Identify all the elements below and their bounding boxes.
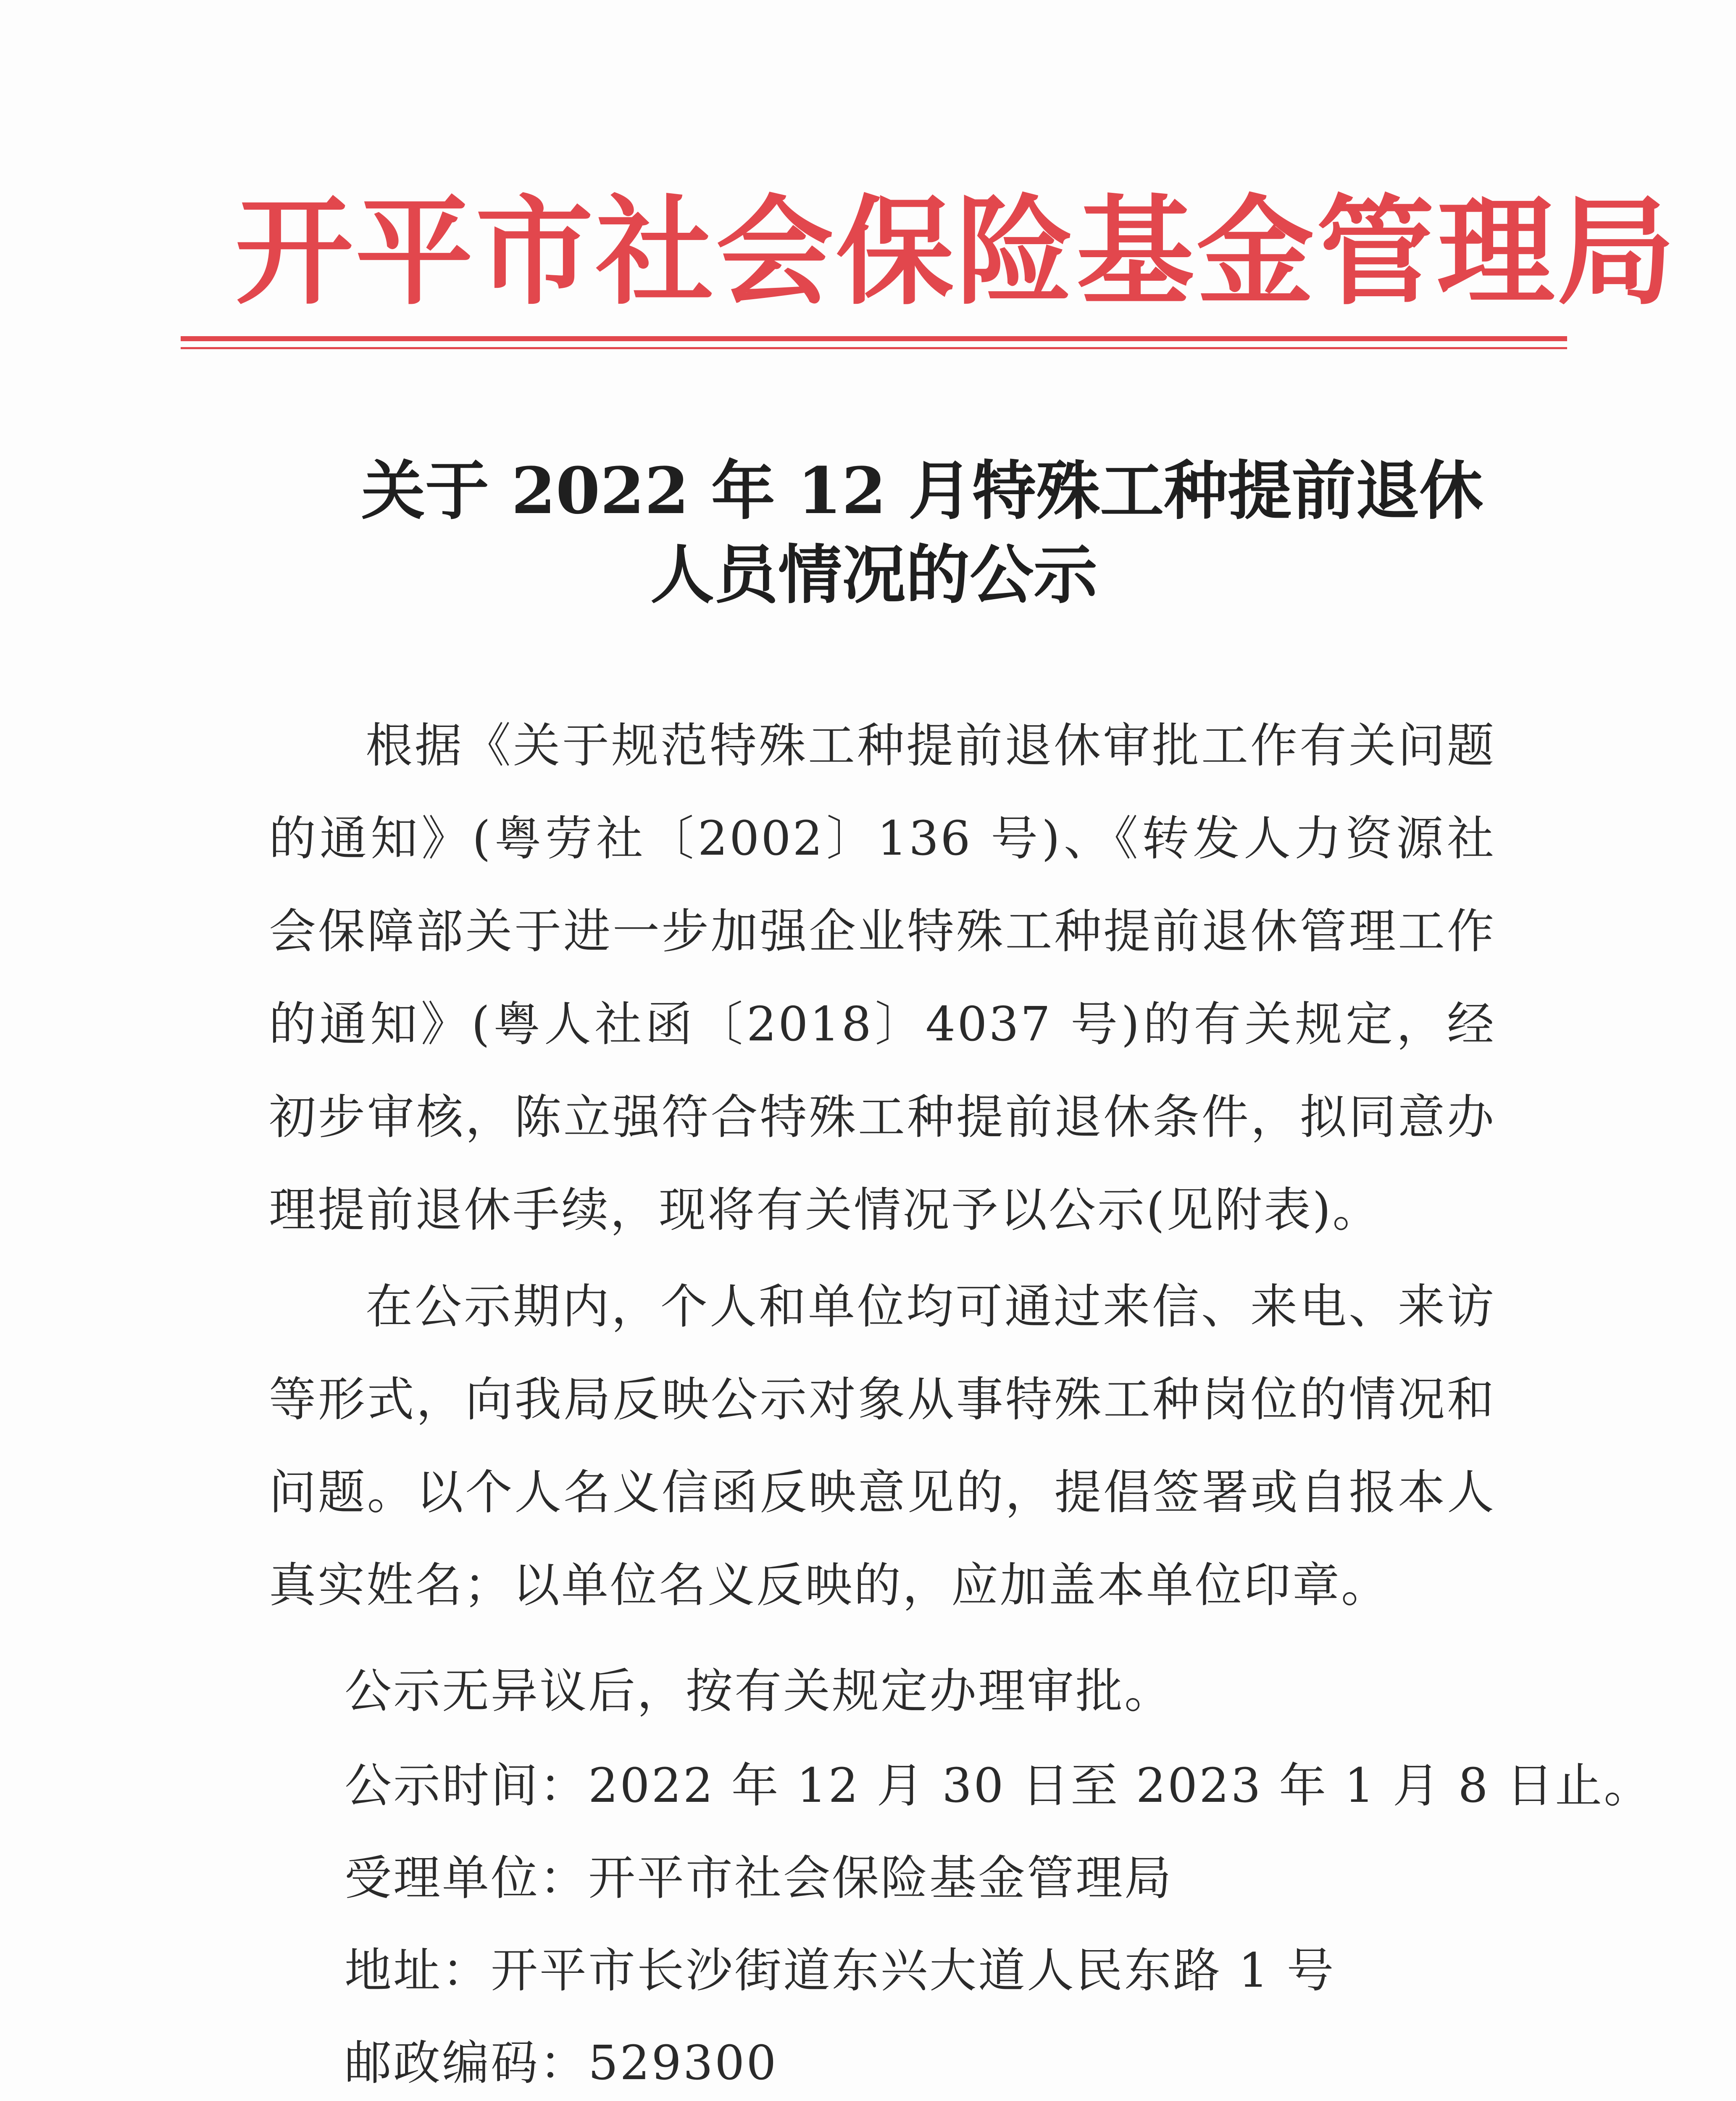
notice-title-line2: 人员情况的公示 [650, 537, 1097, 612]
body-paragraph-1: 根据《关于规范特殊工种提前退休审批工作有关问题的通知》(粤劳社〔2002〕136 号)、《转发人力资源社会保障部关于进一步加强企业特殊工种提前退休管理工作的通知》(粤人社函〔2018〕4037 号)的有关规定，经初步审核，陈立强符合特殊工种提前退休条件，拟同意办理提前退休手续，现将有关情况予以公示(见附表)。 [269, 719, 1496, 1237]
body-paragraph-2: 在公示期内，个人和单位均可通过来信、来电、来访等形式，向我局反映公示对象从事特殊工种岗位的情况和问题。以个人名义信函反映意见的，提倡签署或自报本人真实姓名；以单位名义反映的，应加盖本单位印章。 [269, 1280, 1496, 1613]
masthead-org-name: 开平市社会保险基金管理局 [235, 183, 1677, 321]
receiving-office: 受理单位：开平市社会保险基金管理局 [345, 1851, 1173, 1906]
postal-code: 邮政编码：529300 [345, 2036, 778, 2090]
notice-title-line1: 关于 2022 年 12 月特殊工种提前退休 [361, 453, 1483, 528]
masthead-rule-thin [181, 347, 1567, 349]
office-address: 地址：开平市长沙街道东兴大道人民东路 1 号 [345, 1943, 1336, 1998]
masthead-rule-thick [181, 336, 1567, 341]
notice-period: 公示时间：2022 年 12 月 30 日至 2023 年 1 月 8 日止。 [345, 1759, 1653, 1813]
body-paragraph-3: 公示无异议后，按有关规定办理审批。 [345, 1664, 1173, 1719]
